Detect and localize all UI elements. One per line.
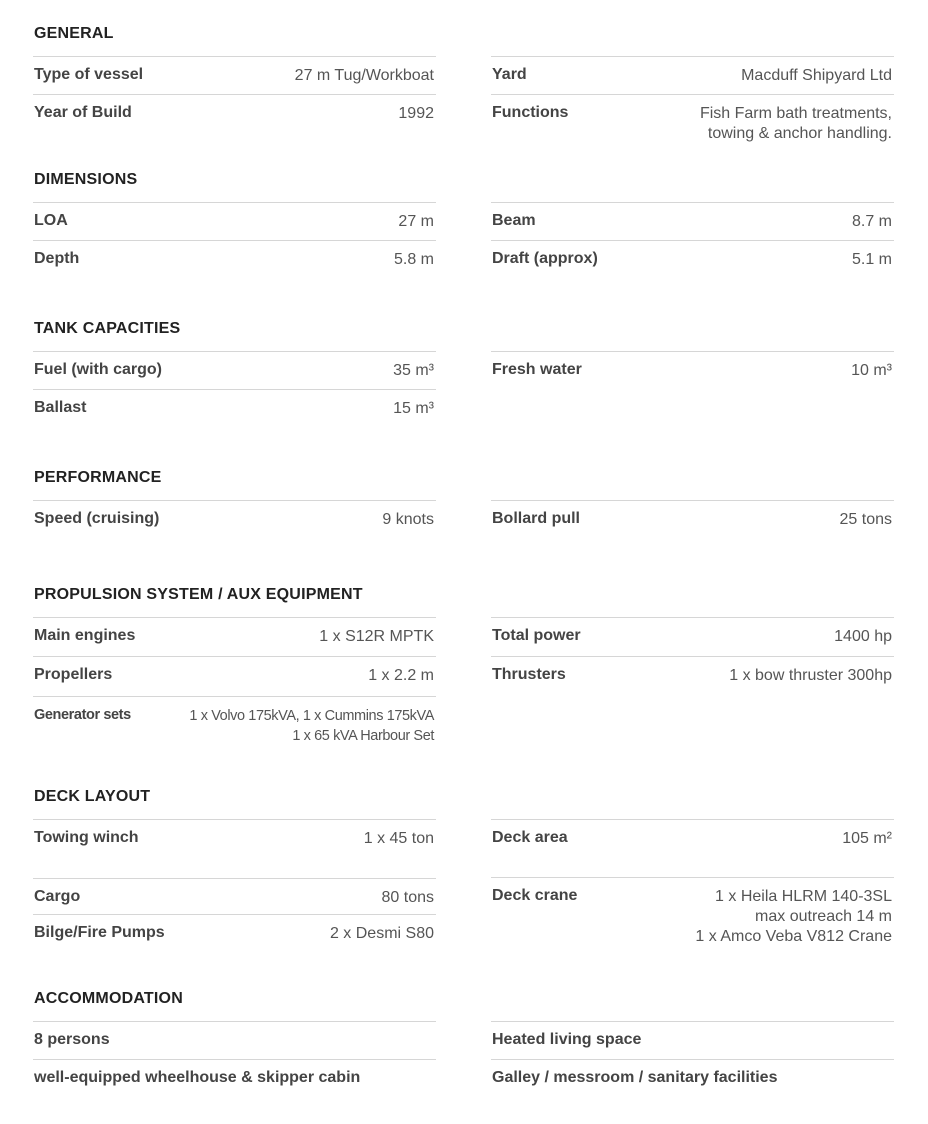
spec-value-towing-winch: 1 x 45 ton: [363, 830, 434, 847]
divider: [33, 389, 436, 390]
spec-value-fuel: 35 m³: [393, 362, 434, 379]
divider: [491, 656, 894, 657]
spec-label-generator-sets: Generator sets: [34, 707, 131, 723]
spec-label-main-engines: Main engines: [34, 627, 136, 644]
crane-line: max outreach 14 m: [755, 908, 892, 925]
spec-value-yard: Macduff Shipyard Ltd: [741, 67, 892, 84]
spec-value-cargo: 80 tons: [381, 889, 434, 906]
divider: [33, 351, 436, 352]
spec-value-functions: [700, 104, 892, 144]
crane-line: 1 x Amco Veba V812 Crane: [695, 928, 892, 945]
spec-value-bilge-fire-pumps: 2 x Desmi S80: [329, 925, 434, 942]
divider: [33, 56, 436, 57]
spec-label-depth: Depth: [34, 250, 80, 267]
accommodation-heated-living-space: Heated living space: [492, 1031, 642, 1048]
divider: [491, 202, 894, 203]
spec-label-fresh-water: Fresh water: [492, 361, 582, 378]
spec-value-generator-sets: [189, 706, 434, 746]
divider: [491, 617, 894, 618]
divider: [491, 1021, 894, 1022]
divider: [33, 696, 436, 697]
spec-value-main-engines: 1 x S12R MPTK: [319, 628, 434, 645]
spec-value-type-of-vessel: 27 m Tug/Workboat: [294, 67, 434, 84]
spec-label-total-power: Total power: [492, 627, 581, 644]
spec-value-total-power: 1400 hp: [834, 628, 892, 645]
spec-label-ballast: Ballast: [34, 399, 87, 416]
spec-value-year-of-build: 1992: [398, 105, 434, 122]
divider: [491, 240, 894, 241]
functions-line: Fish Farm bath treatments,: [699, 105, 892, 122]
divider: [491, 500, 894, 501]
divider: [491, 94, 894, 95]
spec-label-propellers: Propellers: [34, 666, 113, 683]
divider: [33, 617, 436, 618]
divider: [33, 819, 436, 820]
spec-label-fuel: Fuel (with cargo): [34, 361, 162, 378]
divider: [491, 819, 894, 820]
spec-value-depth: 5.8 m: [393, 251, 434, 268]
divider: [491, 877, 894, 878]
divider: [491, 1059, 894, 1060]
divider: [491, 351, 894, 352]
spec-label-beam: Beam: [492, 212, 536, 229]
divider: [33, 1059, 436, 1060]
divider: [33, 1021, 436, 1022]
section-title-dimensions: DIMENSIONS: [34, 171, 138, 188]
spec-value-beam: 8.7 m: [851, 213, 892, 230]
spec-label-thrusters: Thrusters: [492, 666, 566, 683]
accommodation-wheelhouse: well-equipped wheelhouse & skipper cabin: [34, 1069, 361, 1086]
spec-value-loa: 27 m: [398, 213, 434, 230]
spec-label-year-of-build: Year of Build: [34, 104, 132, 121]
spec-label-cargo: Cargo: [34, 888, 81, 905]
spec-value-ballast: 15 m³: [393, 400, 434, 417]
spec-label-deck-crane: Deck crane: [492, 887, 578, 904]
divider: [33, 94, 436, 95]
spec-value-propellers: 1 x 2.2 m: [368, 667, 434, 684]
section-title-accommodation: ACCOMMODATION: [34, 990, 183, 1007]
accommodation-persons: 8 persons: [34, 1031, 110, 1048]
divider: [33, 500, 436, 501]
crane-line: 1 x Heila HLRM 140-3SL: [715, 888, 892, 905]
spec-label-bollard-pull: Bollard pull: [492, 510, 580, 527]
spec-label-draft: Draft (approx): [492, 250, 598, 267]
divider: [33, 914, 436, 915]
generator-line: 1 x Volvo 175kVA, 1 x Cummins 175kVA: [189, 708, 434, 724]
spec-label-functions: Functions: [492, 104, 569, 121]
spec-value-deck-crane: [695, 887, 892, 947]
section-title-performance: PERFORMANCE: [34, 469, 162, 486]
spec-value-draft: 5.1 m: [851, 251, 892, 268]
spec-label-towing-winch: Towing winch: [34, 829, 139, 846]
section-title-deck-layout: DECK LAYOUT: [34, 788, 151, 805]
spec-value-speed: 9 knots: [382, 511, 434, 528]
spec-value-bollard-pull: 25 tons: [839, 511, 892, 528]
divider: [33, 656, 436, 657]
section-title-general: GENERAL: [34, 25, 114, 42]
spec-label-yard: Yard: [492, 66, 527, 83]
spec-value-fresh-water: 10 m³: [851, 362, 892, 379]
divider: [33, 878, 436, 879]
spec-value-thrusters: 1 x bow thruster 300hp: [729, 667, 892, 684]
section-title-tank-capacities: TANK CAPACITIES: [34, 320, 181, 337]
divider: [491, 56, 894, 57]
spec-label-loa: LOA: [34, 212, 68, 229]
section-title-propulsion: PROPULSION SYSTEM / AUX EQUIPMENT: [34, 586, 363, 603]
spec-label-speed: Speed (cruising): [34, 510, 160, 527]
divider: [33, 240, 436, 241]
spec-label-type-of-vessel: Type of vessel: [34, 66, 144, 83]
generator-line: 1 x 65 kVA Harbour Set: [292, 728, 434, 744]
spec-label-bilge-fire-pumps: Bilge/Fire Pumps: [34, 924, 165, 941]
spec-label-deck-area: Deck area: [492, 829, 568, 846]
divider: [33, 202, 436, 203]
functions-line: towing & anchor handling.: [707, 125, 892, 142]
spec-value-deck-area: 105 m²: [842, 830, 892, 847]
accommodation-galley: Galley / messroom / sanitary facilities: [492, 1069, 778, 1086]
